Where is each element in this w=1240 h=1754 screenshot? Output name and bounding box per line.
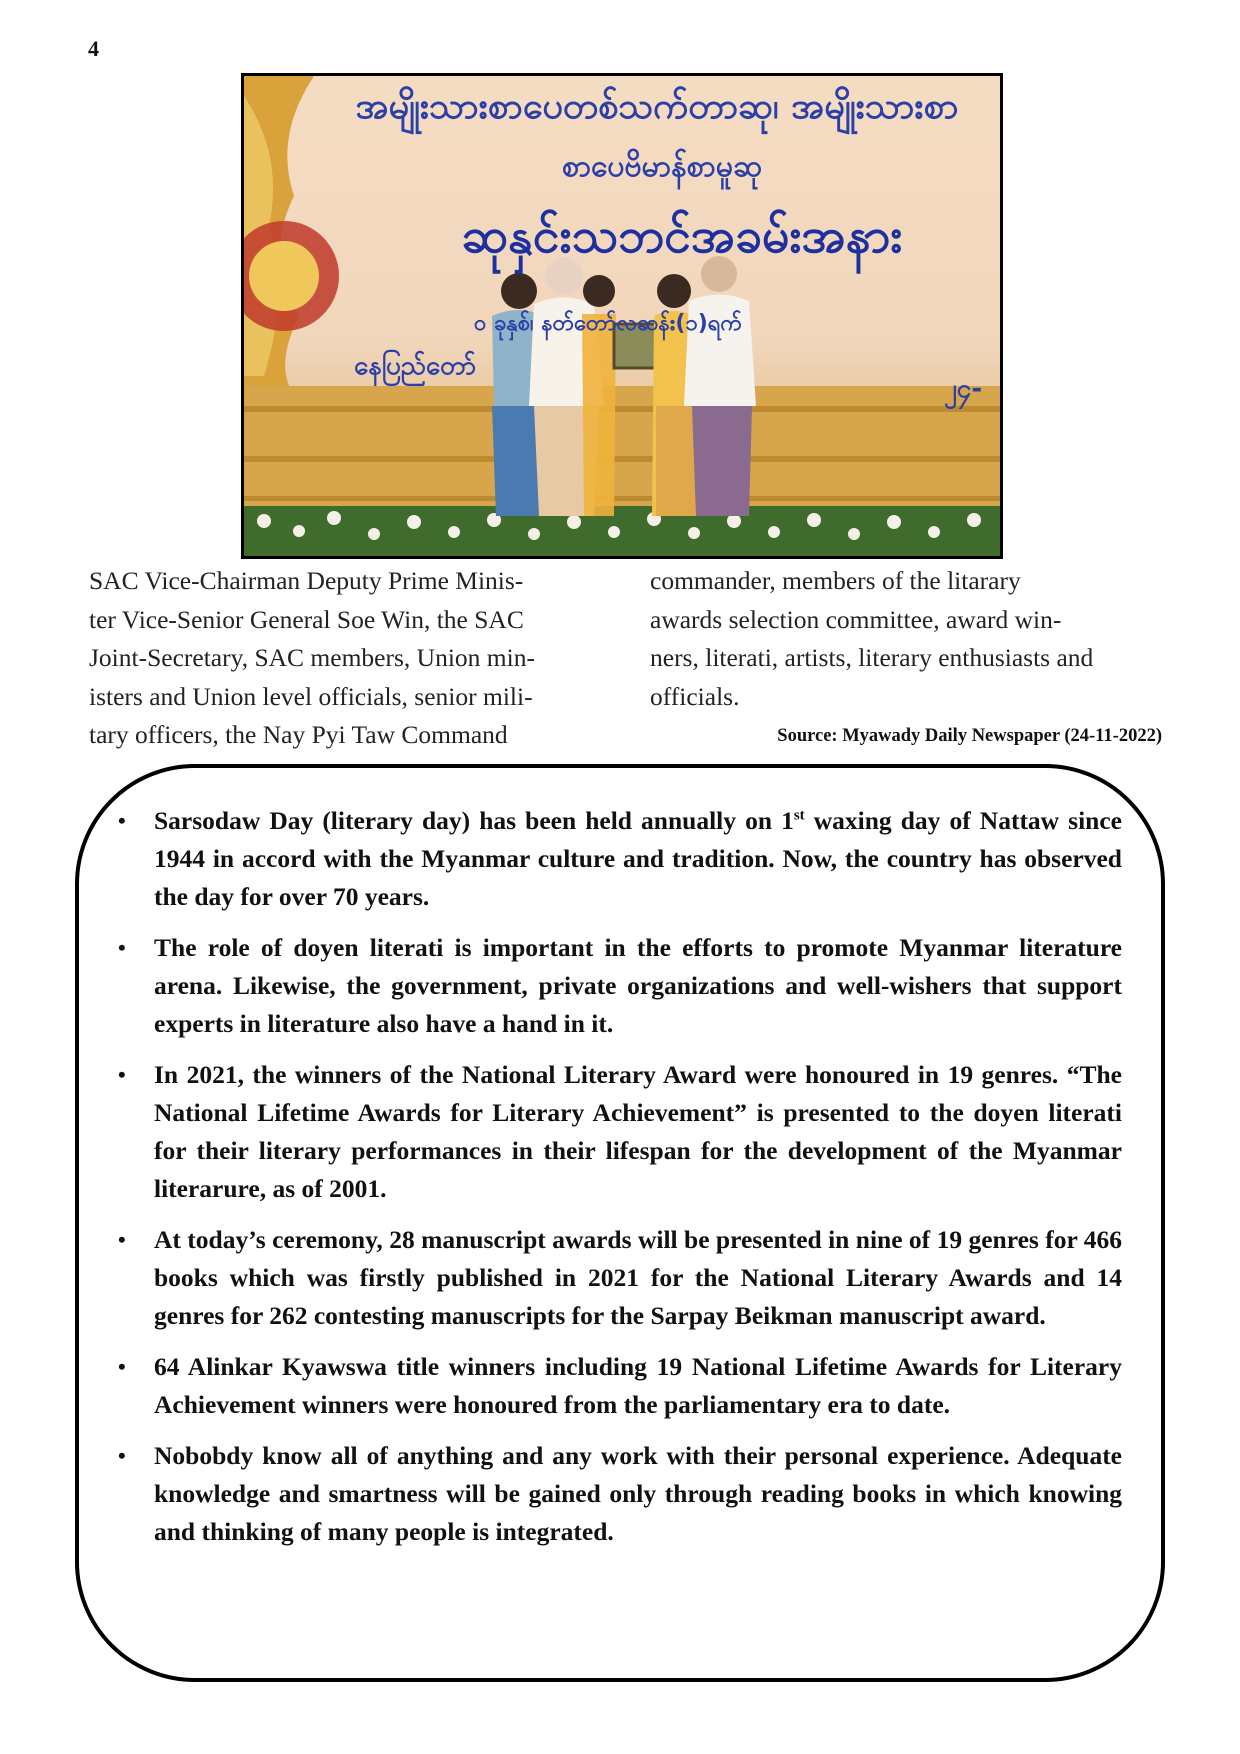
list-item	[116, 1437, 1122, 1551]
caption-line: isters and Union level officials, senior mili-	[89, 681, 533, 711]
key-points-list	[116, 802, 1122, 1564]
caption-line: SAC Vice-Chairman Deputy Prime Minis-	[89, 566, 524, 595]
banner-line-4: ဝ ခုနှစ်၊ နတ်တော်လဆန်း(၁)ရက်	[474, 311, 742, 336]
bullet-text: In 2021, the winners of the National Literary Award were honoured in 19 genres. “The National Lifetime Awards for Literary Achievement” is presented to the doyen literati for their literary performances in their lifespan for the development of the Myanmar literarure, as of 2001.	[154, 1060, 1122, 1203]
caption-line: commander, members of the litarary	[650, 566, 1021, 595]
banner-line-5: နေပြည်တော်	[354, 351, 477, 381]
caption-line: Joint-Secretary, SAC members, Union min-	[89, 643, 535, 672]
caption-right-column	[650, 562, 1160, 716]
ceremony-photo	[241, 73, 1003, 559]
caption-line: officials.	[650, 681, 740, 711]
bullet-icon: •	[118, 1062, 126, 1087]
caption-line: ners, literati, artists, literary enthusiasts and	[650, 643, 1094, 672]
bullet-text: Sarsodaw Day (literary day) has been held annually on 1	[154, 806, 794, 835]
caption-left-column	[89, 562, 599, 755]
bullet-text: Nobobdy know all of anything and any work with their personal experience. Adequate knowledge and smartness will be gained only through reading books in which knowing and thinking of many people is integrated.	[154, 1441, 1122, 1546]
banner-line-2: စာပေဗိမာန်စာမူဆု	[561, 149, 763, 184]
ordinal-suffix: st	[793, 807, 805, 824]
banner-line-6: ၂၄-	[944, 374, 983, 404]
banner-line-3: ဆုနှင်းသဘင်အခမ်းအနား	[461, 208, 903, 264]
bullet-text: At today’s ceremony, 28 manuscript awards will be presented in nine of 19 genres for 466 books which was firstly published in 2021 for the National Literary Awards and 14 genres for 262 contesting manuscripts for the Sarpay Beikman manuscript award.	[154, 1225, 1122, 1330]
bullet-text: The role of doyen literati is important in the efforts to promote Myanmar literature arena. Likewise, the government, private organizations and well-wishers that support experts in literature also have a hand in it.	[154, 933, 1122, 1038]
list-item	[116, 1348, 1122, 1424]
bullet-icon: •	[118, 1443, 126, 1468]
caption-line: ter Vice-Senior General Soe Win, the SAC	[89, 604, 524, 634]
list-item	[116, 1221, 1122, 1335]
page-number: 4	[88, 36, 99, 61]
list-item	[116, 802, 1122, 916]
banner-line-1: အမျိုးသားစာပေတစ်သက်တာဆု၊ အမျိုးသားစာ	[355, 86, 959, 127]
source-credit: Source: Myawady Daily Newspaper (24-11-2022)	[777, 726, 1162, 746]
caption-line: tary officers, the Nay Pyi Taw Command	[89, 720, 508, 749]
list-item	[116, 1056, 1122, 1208]
list-item	[116, 929, 1122, 1043]
bullet-icon: •	[118, 808, 126, 833]
bullet-icon: •	[118, 1227, 126, 1252]
bullet-text: waxing day of Nattaw since 1944 in accord with the Myanmar culture and tradition. Now, the country has observed the day for over 70 years.	[154, 806, 1122, 911]
bullet-icon: •	[118, 1354, 126, 1379]
bullet-text: 64 Alinkar Kyawswa title winners including 19 National Lifetime Awards for Literary Achievement winners were honoured from the parliamentary era to date.	[154, 1352, 1122, 1419]
caption-line: awards selection committee, award win-	[650, 604, 1062, 634]
bullet-icon: •	[118, 935, 126, 960]
